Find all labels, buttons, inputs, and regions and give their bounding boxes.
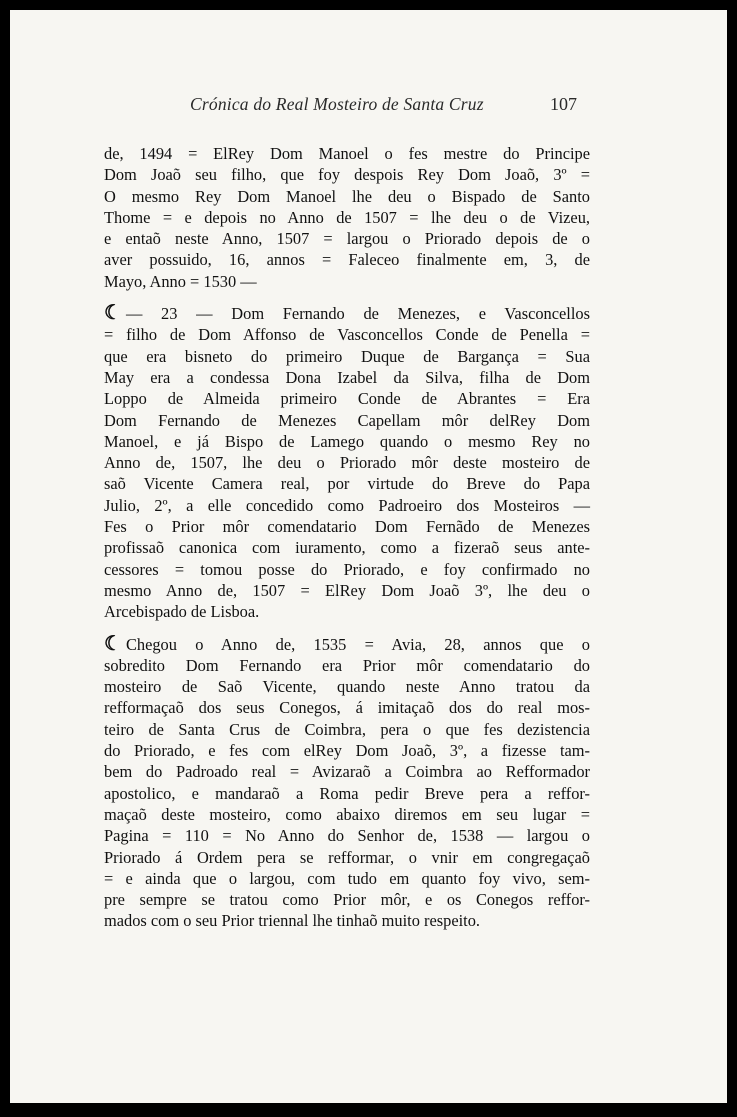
line-text: Chegou o Anno de, 1535 = Avia, 28, annos que o [125,634,590,654]
text-line [104,783,590,804]
line-text: apostolico, e mandaraõ a Roma pedir Breve pera a reffor- [104,783,590,803]
line-text: Anno de, 1507, lhe deu o Priorado môr deste mosteiro de [104,453,590,473]
line-text: profissaõ canonica com iuramento, como a fizeraõ seus ante- [104,538,590,558]
text-line [104,452,590,473]
text-line [104,719,590,740]
text-line [104,207,590,228]
text-line [104,697,590,718]
text-line [104,186,590,207]
line-text: de, 1494 = ElRey Dom Manoel o fes mestre do Principe [104,144,590,163]
line-text: maçaõ deste mosteiro, como abaixo diremos em seu lugar = [104,804,590,824]
line-text: Dom Joaõ seu filho, que foy despois Rey Dom Joaõ, 3º = [104,165,590,185]
text-line [104,410,590,431]
line-text: aver possuido, 16, annos = Faleceo finalmente em, 3, de [104,250,590,270]
line-text: pre sempre se tratou como Prior môr, e os Conegos reffor- [104,890,590,910]
paragraph-mark-icon: ☾ [104,632,122,655]
line-text: cessores = tomou posse do Priorado, e foy confirmado no [104,559,590,579]
line-text: Loppo de Almeida primeiro Conde de Abrantes = Era [104,389,590,409]
line-text: teiro de Santa Crus de Coimbra, pera o que fes dezistencia [104,719,590,739]
text-line [104,889,590,910]
line-text: Manoel, e já Bispo de Lamego quando o mesmo Rey no [104,431,590,451]
running-title: Crónica do Real Mosteiro de Santa Cruz [190,94,484,114]
line-text: Priorado á Ordem pera se refformar, o vnir em congregaçaõ [104,847,590,867]
text-line [104,431,590,452]
paragraph-gap [104,623,590,634]
text-line [104,676,590,697]
text-line [104,868,590,889]
paragraph-gap [104,292,590,303]
line-text: Mayo, Anno = 1530 — [104,271,257,291]
paragraph [104,143,590,292]
text-line [104,164,590,185]
paragraph [104,634,590,932]
line-text: Dom Fernando de Menezes Capellam môr delRey Dom [104,410,590,430]
line-text: = e ainda que o largou, com tudo em quanto foy vivo, sem- [104,868,590,888]
line-text: bem do Padroado real = Avizaraõ a Coimbra ao Refformador [104,762,590,782]
body-text [104,143,590,932]
running-header [10,88,727,118]
line-text: — 23 — Dom Fernando de Menezes, e Vasconcellos [125,304,590,324]
line-text: Pagina = 110 = No Anno do Senhor de, 1538 — largou o [104,826,590,846]
line-text: = filho de Dom Affonso de Vasconcellos Conde de Penella = [104,325,590,345]
line-text: mosteiro de Saõ Vicente, quando neste Anno tratou da [104,677,590,697]
line-text: May era a condessa Dona Izabel da Silva, filha de Dom [104,367,590,387]
text-line [104,249,590,270]
text-line [104,537,590,558]
text-line [104,473,590,494]
text-line [104,634,590,655]
text-line [104,910,590,931]
text-line [104,495,590,516]
text-line [104,303,590,324]
text-line [104,143,590,164]
text-line [104,655,590,676]
text-line [104,580,590,601]
book-page [10,10,727,1103]
line-text: refformaçaõ dos seus Conegos, á imitaçaõ dos do real mos- [104,698,590,718]
text-line [104,367,590,388]
text-line [104,761,590,782]
line-text: Thome = e depois no Anno de 1507 = lhe deu o de Vizeu, [104,207,590,227]
line-text: sobredito Dom Fernando era Prior môr comendatario do [104,655,590,675]
text-line [104,324,590,345]
line-text: saõ Vicente Camera real, por virtude do Breve do Papa [104,474,590,494]
text-line [104,228,590,249]
line-text: Julio, 2º, a elle concedido como Padroeiro dos Mosteiros — [104,495,590,515]
line-text: do Priorado, e fes com elRey Dom Joaõ, 3º, a fizesse tam- [104,741,590,761]
text-line [104,804,590,825]
paragraph [104,303,590,622]
text-line [104,601,590,622]
paragraph-mark-icon: ☾ [104,302,122,325]
text-line [104,847,590,868]
text-line [104,271,590,292]
text-line [104,388,590,409]
line-text: e entaõ neste Anno, 1507 = largou o Priorado depois de o [104,229,590,249]
line-text: Arcebispado de Lisboa. [104,602,260,622]
text-line [104,516,590,537]
line-text: que era bisneto do primeiro Duque de Bargança = Sua [104,346,590,366]
text-line [104,346,590,367]
line-text: mados com o seu Prior triennal lhe tinhaõ muito respeito. [104,911,481,931]
text-line [104,740,590,761]
text-line [104,559,590,580]
line-text: O mesmo Rey Dom Manoel lhe deu o Bispado de Santo [104,186,590,206]
page-number: 107 [550,94,577,114]
line-text: mesmo Anno de, 1507 = ElRey Dom Joaõ 3º, lhe deu o [104,580,590,600]
text-line [104,825,590,846]
line-text: Fes o Prior môr comendatario Dom Fernãdo de Menezes [104,517,590,537]
